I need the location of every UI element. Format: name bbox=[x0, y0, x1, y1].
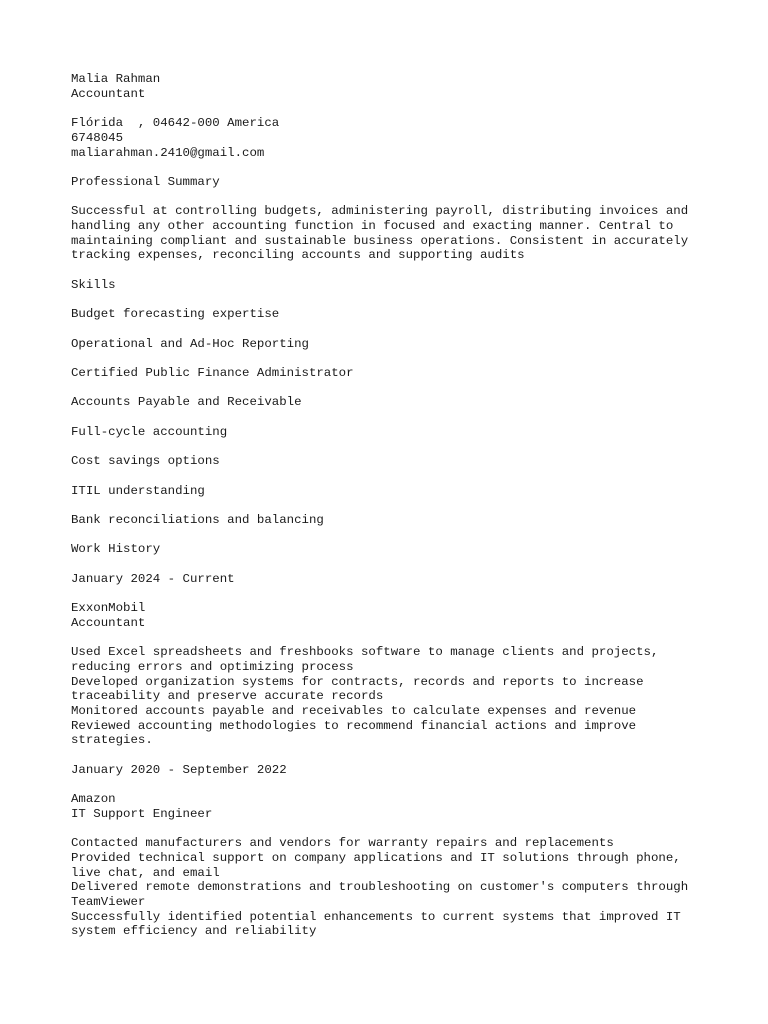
spacer bbox=[71, 498, 731, 513]
skill-item: ITIL understanding bbox=[71, 483, 205, 498]
summary-line: Successful at controlling budgets, administering payroll, distributing invoices and bbox=[71, 204, 689, 219]
section-heading-work-history: Work History bbox=[71, 542, 161, 557]
spacer bbox=[71, 630, 731, 645]
skill-item: Full-cycle accounting bbox=[71, 424, 228, 439]
job-role: Accountant bbox=[71, 615, 146, 630]
resume-header bbox=[71, 72, 731, 101]
job-dates: January 2024 - Current bbox=[71, 571, 235, 586]
job-description-line: Successfully identified potential enhancements to current systems that improved IT bbox=[71, 909, 681, 924]
spacer bbox=[71, 351, 731, 366]
job-description-line: Contacted manufacturers and vendors for warranty repairs and replacements bbox=[71, 836, 614, 851]
job-description-line: TeamViewer bbox=[71, 895, 146, 910]
spacer bbox=[71, 381, 731, 396]
job-description-line: Used Excel spreadsheets and freshbooks software to manage clients and projects, bbox=[71, 645, 659, 660]
job-description-line: traceability and preserve accurate records bbox=[71, 689, 384, 704]
job-description-line: live chat, and email bbox=[71, 865, 220, 880]
job-description-line: Reviewed accounting methodologies to recommend financial actions and improve bbox=[71, 718, 637, 733]
spacer bbox=[71, 748, 731, 763]
skills-list bbox=[71, 307, 731, 527]
contact-address: Flórida , 04642-000 America bbox=[71, 116, 280, 131]
job-role: IT Support Engineer bbox=[71, 806, 213, 821]
skill-item: Operational and Ad-Hoc Reporting bbox=[71, 336, 309, 351]
job-description-line: Developed organization systems for contracts, records and reports to increase bbox=[71, 674, 644, 689]
job-dates: January 2020 - September 2022 bbox=[71, 762, 287, 777]
spacer bbox=[71, 322, 731, 337]
skill-item: Certified Public Finance Administrator bbox=[71, 365, 354, 380]
spacer bbox=[71, 439, 731, 454]
summary-paragraph bbox=[71, 204, 731, 263]
spacer bbox=[71, 292, 731, 307]
section-heading-summary: Professional Summary bbox=[71, 174, 220, 189]
spacer bbox=[71, 469, 731, 484]
spacer bbox=[71, 528, 731, 543]
job-description-line: Delivered remote demonstrations and troubleshooting on customer's computers through bbox=[71, 880, 689, 895]
job-description-line: reducing errors and optimizing process bbox=[71, 659, 354, 674]
spacer bbox=[71, 410, 731, 425]
spacer bbox=[71, 557, 731, 572]
resume-document bbox=[71, 72, 731, 939]
section-heading-skills: Skills bbox=[71, 277, 116, 292]
job-description-line: system efficiency and reliability bbox=[71, 924, 317, 939]
spacer bbox=[71, 586, 731, 601]
job-company: Amazon bbox=[71, 792, 116, 807]
summary-line: maintaining compliant and sustainable business operations. Consistent in accurately bbox=[71, 233, 689, 248]
skill-item: Cost savings options bbox=[71, 454, 220, 469]
job-description-line: Monitored accounts payable and receivables to calculate expenses and revenue bbox=[71, 703, 637, 718]
skill-item: Accounts Payable and Receivable bbox=[71, 395, 302, 410]
skill-item: Bank reconciliations and balancing bbox=[71, 512, 324, 527]
job-description-line: Provided technical support on company applications and IT solutions through phone, bbox=[71, 850, 681, 865]
spacer bbox=[71, 777, 731, 792]
job-entry bbox=[71, 763, 731, 939]
job-description-line: strategies. bbox=[71, 733, 153, 748]
spacer bbox=[71, 160, 731, 175]
skill-item: Budget forecasting expertise bbox=[71, 307, 280, 322]
summary-line: tracking expenses, reconciling accounts and supporting audits bbox=[71, 248, 525, 263]
job-company: ExxonMobil bbox=[71, 601, 146, 616]
contact-block bbox=[71, 116, 731, 160]
contact-email: maliarahman.2410@gmail.com bbox=[71, 145, 265, 160]
spacer bbox=[71, 101, 731, 116]
spacer bbox=[71, 190, 731, 205]
contact-phone: 6748045 bbox=[71, 130, 124, 145]
spacer bbox=[71, 822, 731, 837]
job-entry bbox=[71, 572, 731, 748]
summary-line: handling any other accounting function in focused and exacting manner. Central to bbox=[71, 218, 674, 233]
candidate-title: Accountant bbox=[71, 86, 146, 101]
spacer bbox=[71, 263, 731, 278]
candidate-name: Malia Rahman bbox=[71, 72, 161, 86]
